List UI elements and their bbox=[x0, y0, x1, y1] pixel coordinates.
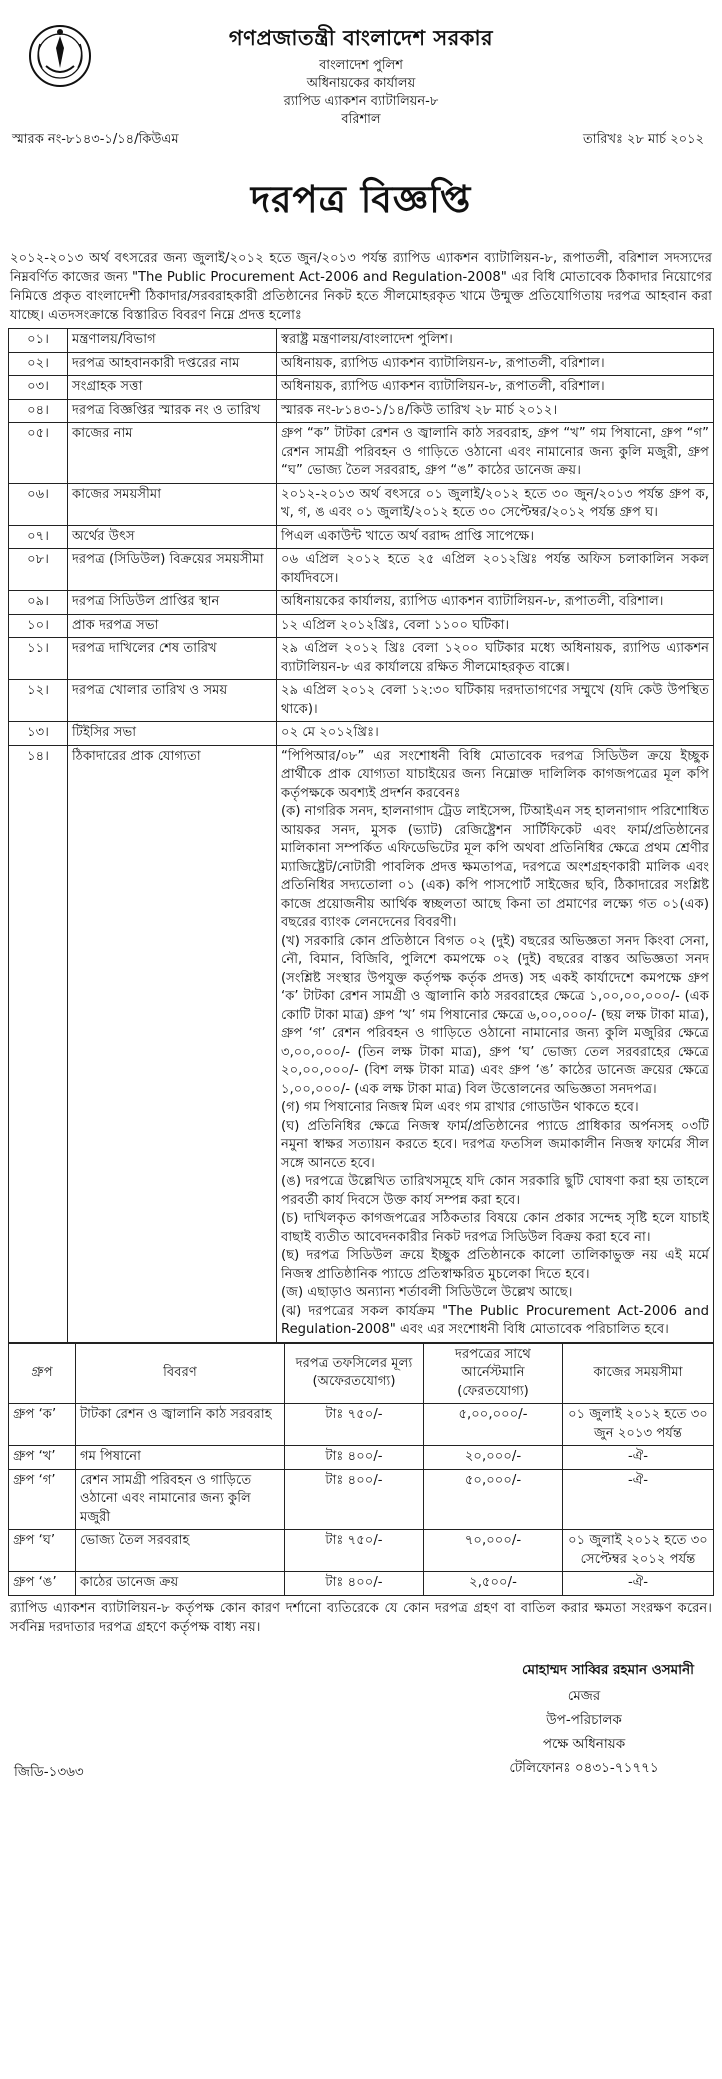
row-value-paragraph: স্মারক নং-৮১৪৩-১/১৪/কিউ তারিখ ২৮ মার্চ ২০১২। bbox=[281, 402, 558, 418]
detail-row bbox=[9, 722, 714, 746]
detail-row bbox=[9, 614, 714, 638]
row-number: ১৩। bbox=[9, 722, 68, 746]
group-cell: ৫০,০০০/- bbox=[424, 1469, 563, 1530]
group-table-header bbox=[9, 1343, 714, 1404]
row-value bbox=[277, 680, 714, 722]
row-value-paragraph: (গ) গম পিষানোর নিজস্ব মিল এবং গম রাখার গোডাউন থাকতে হবে। bbox=[281, 1100, 639, 1115]
government-title: গণপ্রজাতন্ত্রী বাংলাদেশ সরকার bbox=[228, 26, 494, 50]
group-cell: টাঃ ৭৫০/- bbox=[285, 1404, 424, 1446]
row-value-paragraph: ১২ এপ্রিল ২০১২খ্রিঃ, বেলা ১১০০ ঘটিকা। bbox=[281, 617, 510, 633]
row-value-paragraph: ০২ মে ২০১২খ্রিঃ। bbox=[281, 725, 379, 740]
detail-row bbox=[9, 352, 714, 376]
letterhead bbox=[8, 0, 714, 130]
detail-row bbox=[9, 399, 714, 423]
column-header: দরপত্র তফসিলের মূল্য (অফেরতযোগ্য) bbox=[285, 1343, 424, 1404]
row-number: ০৪। bbox=[9, 399, 68, 423]
row-label: দরপত্র আহবানকারী দপ্তরের নাম bbox=[68, 352, 277, 376]
row-label: অর্থের উৎস bbox=[68, 525, 277, 549]
row-value-paragraph: ২৯ এপ্রিল ২০১২ বেলা ১২:৩০ ঘটিকায় দরদাতাগণের সম্মুখে (যদি কেউ উপস্থিত থাকে)। bbox=[281, 683, 709, 717]
memo-row bbox=[8, 130, 714, 152]
row-value bbox=[277, 329, 714, 353]
row-value bbox=[277, 591, 714, 615]
group-cell: গ্রুপ ‘ঙ’ bbox=[9, 1572, 76, 1596]
column-header: দরপত্রের সাথে আর্নেস্টমানি (ফেরতযোগ্য) bbox=[424, 1343, 563, 1404]
group-cell: ০১ জুলাই ২০১২ হতে ৩০ সেপ্টেম্বর ২০১২ পর্যন্ত bbox=[563, 1530, 714, 1572]
group-cell: কাঠের ডানেজ ক্রয় bbox=[76, 1572, 285, 1596]
detail-row bbox=[9, 638, 714, 680]
row-value-paragraph: গ্রুপ “ক” টাটকা রেশন ও জ্বালানি কাঠ সরবরাহ, গ্রুপ “খ” গম পিষানো, গ্রুপ “গ” রেশন সামগ্রী পরিবহন ও গাড়িতে ওঠানো এবং নামানোর জন্য কুলি মজুরী, গ্রুপ “ঘ” ভোজ্য তৈল সরবরাহ, গ্রুপ “ঙ” কাঠের ডানেজ ক্রয়। bbox=[281, 426, 709, 478]
row-value-paragraph: (ঘ) প্রতিনিধির ক্ষেত্রে নিজস্ব ফার্ম/প্রতিষ্ঠানের প্যাডে প্রাধিকার অর্পনসহ ০৩টি নমুনা স্বাক্ষর সত্যায়ন করতে হবে। দরপত্র ফতসিল জমাকালীন নিজস্ব ফার্মের সীল সঙ্গে আনতে হবে। bbox=[281, 1118, 709, 1171]
signatory-on-behalf: পক্ষে অধিনায়ক bbox=[542, 1735, 626, 1752]
row-number: ০৮। bbox=[9, 549, 68, 591]
row-label: সংগ্রাহক সত্তা bbox=[68, 376, 277, 400]
row-number: ০৫। bbox=[9, 423, 68, 484]
row-label: দরপত্র বিজ্ঞপ্তির স্মারক নং ও তারিখ bbox=[68, 399, 277, 423]
group-cell: টাঃ ৪০০/- bbox=[285, 1469, 424, 1530]
detail-row bbox=[9, 549, 714, 591]
group-cell: টাটকা রেশন ও জ্বালানি কাঠ সরবরাহ bbox=[76, 1404, 285, 1446]
signatory-phone: টেলিফোনঃ ০৪৩১-৭১৭৭১ bbox=[509, 1759, 659, 1776]
detail-row bbox=[9, 591, 714, 615]
detail-row bbox=[9, 329, 714, 353]
row-value-paragraph: অধিনায়ক, র‍্যাপিড এ্যাকশন ব্যাটালিয়ন-৮, রূপাতলী, বরিশাল। bbox=[281, 355, 605, 371]
group-cell: টাঃ ৪০০/- bbox=[285, 1446, 424, 1470]
header-line: বরিশাল bbox=[341, 112, 381, 127]
group-cell: গ্রুপ ‘ক’ bbox=[9, 1404, 76, 1446]
row-value-paragraph: (ঙ) দরপত্রে উল্লেখিত তারিখসমূহে যদি কোন সরকারি ছুটি ঘোষণা করা হয় তাহলে পরবর্তী কার্য দিবসে উক্ত কার্য সম্পন্ন করা হবে। bbox=[281, 1174, 709, 1208]
row-label: টিইসির সভা bbox=[68, 722, 277, 746]
group-row bbox=[9, 1446, 714, 1470]
row-number: ০২। bbox=[9, 352, 68, 376]
group-row bbox=[9, 1572, 714, 1596]
row-value bbox=[277, 376, 714, 400]
group-cell: ২০,০০০/- bbox=[424, 1446, 563, 1470]
group-cell: ০১ জুলাই ২০১২ হতে ৩০ জুন ২০১৩ পর্যন্ত bbox=[563, 1404, 714, 1446]
row-label: দরপত্র সিডিউল প্রাপ্তির স্থান bbox=[68, 591, 277, 615]
row-label: প্রাক দরপত্র সভা bbox=[68, 614, 277, 638]
tender-notice-page bbox=[8, 0, 714, 2079]
signatory-name: মোহাম্মদ সাব্বির রহমান ওসমানী bbox=[522, 1661, 694, 1678]
dg-number: জিডি-১৩৬৩ bbox=[14, 1763, 84, 1780]
header-line: র‍্যাপিড এ্যাকশন ব্যাটালিয়ন-৮ bbox=[283, 94, 439, 109]
row-value-paragraph: (চ) দাখিলকৃত কাগজপত্রের সঠিকতার বিষয়ে কোন প্রকার সন্দেহ সৃষ্টি হলে যাচাই বাছাই ব্যতীত আবেদনকারীর নিকট দরপত্র সিডিউল বিক্রয় করা হবে না। bbox=[281, 1211, 709, 1245]
detail-row bbox=[9, 525, 714, 549]
detail-row bbox=[9, 745, 714, 1342]
detail-row bbox=[9, 680, 714, 722]
row-number: ০৬। bbox=[9, 483, 68, 525]
row-label: কাজের সময়সীমা bbox=[68, 483, 277, 525]
column-header: গ্রুপ bbox=[9, 1343, 76, 1404]
header-line: অধিনায়কের কার্যালয় bbox=[306, 76, 416, 91]
row-number: ০৩। bbox=[9, 376, 68, 400]
row-value-paragraph: “পিপিআর/০৮” এর সংশোধনী বিধি মোতাবেক দরপত্র সিডিউল ক্রয়ে ইচ্ছুক প্রার্থীকে প্রাক যোগ্যতা যাচাইয়ের জন্য নিম্নোক্ত দালিলিক কাগজপত্রের মূল কপি কর্তৃপক্ষকে অবশ্যই প্রদর্শন করবেনঃ bbox=[281, 748, 709, 801]
row-value-paragraph: (ক) নাগরিক সনদ, হালনাগাদ ট্রেড লাইসেন্স, টিআইএন সহ হালনাগাদ পরিশোধিত আয়কর সনদ, মুসক (ভ্যাট) রেজিষ্ট্রেশন সার্টিফিকেট এবং ফার্ম/প্রতিষ্ঠানের মালিকানা সম্পর্কিত এফিডেভিটের মূল কপি অথবা প্রতিনিধির ক্ষেত্রে প্রথম শ্রেণীর ম্যাজিষ্ট্রেট/নোটারী পাবলিক প্রদত্ত ক্ষমতাপত্র, দরপত্রে অংশগ্রহণকারী মালিক এবং প্রতিনিধির সদ্যতোলা ০১ (এক) কপি পাসপোর্ট সাইজের ছবি, ঠিকাদারের সংশ্লিষ্ট কাজে প্রয়োজনীয় আর্থিক স্বচ্ছলতা আছে কিনা তা প্রমাণের লক্ষ্যে গত ০১(এক) বছরের ব্যাংক লেনদেনের বিবরণী। bbox=[281, 804, 709, 930]
row-value-paragraph: ০৬ এপ্রিল ২০১২ হতে ২৫ এপ্রিল ২০১২খ্রিঃ পর্যন্ত অফিস চলাকালিন সকল কার্যদিবসে। bbox=[281, 552, 709, 586]
group-cell: ৭০,০০০/- bbox=[424, 1530, 563, 1572]
notice-title: দরপত্র বিজ্ঞপ্তি bbox=[250, 178, 472, 221]
signature-block bbox=[8, 1637, 714, 1827]
group-cell: -ঐ- bbox=[563, 1572, 714, 1596]
row-value bbox=[277, 549, 714, 591]
row-value-paragraph: (জ) এছাড়াও অন্যান্য শর্তাবলী সিডিউলে উল্লেখ আছে। bbox=[281, 1285, 573, 1300]
row-value-paragraph: (ছ) দরপত্র সিডিউল ক্রয়ে ইচ্ছুক প্রতিষ্ঠানকে কালো তালিকাভুক্ত নয় এই মর্মে নিজস্ব প্রাতিষ্ঠানিক প্যাডে প্রতিস্বাক্ষরিত মুচলেকা দিতে হবে। bbox=[281, 1248, 709, 1282]
row-number: ০৯। bbox=[9, 591, 68, 615]
row-number: ০১। bbox=[9, 329, 68, 353]
column-header: কাজের সময়সীমা bbox=[563, 1343, 714, 1404]
group-cell: টাঃ ৪০০/- bbox=[285, 1572, 424, 1596]
group-cell: -ঐ- bbox=[563, 1469, 714, 1530]
group-cell: ভোজ্য তৈল সরবরাহ bbox=[76, 1530, 285, 1572]
row-value bbox=[277, 722, 714, 746]
group-cell: ২,৫০০/- bbox=[424, 1572, 563, 1596]
reservation-note: র‍্যাপিড এ্যাকশন ব্যাটালিয়ন-৮ কর্তৃপক্ষ কোন কারণ দর্শানো ব্যতিরেকে যে কোন দরপত্র গ্রহণ বা বাতিল করার ক্ষমতা সংরক্ষণ করেন। সর্বনিম্ন দরদাতার দরপত্র গ্রহণে কর্তৃপক্ষ বাধ্য নয়। bbox=[10, 1600, 712, 1635]
row-value bbox=[277, 423, 714, 484]
group-cell: গ্রুপ ‘খ’ bbox=[9, 1446, 76, 1470]
row-value bbox=[277, 745, 714, 1342]
group-cell: টাঃ ৭৫০/- bbox=[285, 1530, 424, 1572]
memo-date: তারিখঃ ২৮ মার্চ ২০১২ bbox=[583, 132, 704, 147]
row-value bbox=[277, 614, 714, 638]
row-value bbox=[277, 352, 714, 376]
row-label: দরপত্র (সিডিউল) বিক্রয়ের সময়সীমা bbox=[68, 549, 277, 591]
row-label: ঠিকাদারের প্রাক যোগ্যতা bbox=[68, 745, 277, 1342]
group-cell: গ্রুপ ‘গ’ bbox=[9, 1469, 76, 1530]
detail-row bbox=[9, 423, 714, 484]
row-label: দরপত্র খোলার তারিখ ও সময় bbox=[68, 680, 277, 722]
group-row bbox=[9, 1530, 714, 1572]
group-row bbox=[9, 1469, 714, 1530]
detail-row bbox=[9, 483, 714, 525]
group-row bbox=[9, 1404, 714, 1446]
column-header: বিবরণ bbox=[76, 1343, 285, 1404]
row-value-paragraph: (ঝ) দরপত্রের সকল কার্যক্রম "The Public Procurement Act-2006 and Regulation-2008" এবং এর সংশোধনী বিধি মোতাবেক পরিচালিত হবে। bbox=[281, 1303, 709, 1337]
signatory-designation: উপ-পরিচালক bbox=[546, 1711, 622, 1728]
intro-paragraph: ২০১২-২০১৩ অর্থ বৎসরের জন্য জুলাই/২০১২ হতে জুন/২০১৩ পর্যন্ত র‍্যাপিড এ্যাকশন ব্যাটালিয়ন-৮, রূপাতলী, বরিশাল সদস্যদের নিম্নবর্ণিত কাজের জন্য "The Public Procurement Act-2006 and Regulation-2008" এর বিধি মোতাবেক ঠিকাদার নিয়োগের নিমিত্তে প্রকৃত বাংলাদেশী ঠিকাদার/সরবরাহকারী প্রতিষ্ঠানের নিকট হতে সীলমোহরকৃত খামে উন্মুক্ত প্রতিযোগিতায় দরপত্র আহবান করা যাচ্ছে। এতদসংক্রান্তে বিস্তারিত বিবরণ নিম্নে প্রদত্ত হলোঃ bbox=[10, 251, 712, 323]
tender-details-table bbox=[8, 328, 714, 1343]
signatory-rank: মেজর bbox=[567, 1687, 601, 1704]
row-value-paragraph: পিএল একাউন্ট খাতে অর্থ বরাদ্দ প্রাপ্তি সাপেক্ষে। bbox=[281, 528, 535, 544]
row-number: ১০। bbox=[9, 614, 68, 638]
detail-row bbox=[9, 376, 714, 400]
row-value bbox=[277, 525, 714, 549]
group-cell: ৫,০০,০০০/- bbox=[424, 1404, 563, 1446]
row-value-paragraph: ২৯ এপ্রিল ২০১২ খ্রিঃ বেলা ১২০০ ঘটিকার মধ্যে অধিনায়ক, র‍্যাপিড এ্যাকশন ব্যাটালিয়ন-৮ এর কার্যালয়ে রক্ষিত সীলমোহরকৃত বাক্সে। bbox=[281, 641, 709, 675]
group-cell: রেশন সামগ্রী পরিবহন ও গাড়িতে ওঠানো এবং নামানোর জন্য কুলি মজুরী bbox=[76, 1469, 285, 1530]
row-label: কাজের নাম bbox=[68, 423, 277, 484]
group-table bbox=[8, 1343, 714, 1596]
group-cell: -ঐ- bbox=[563, 1446, 714, 1470]
row-value bbox=[277, 638, 714, 680]
group-cell: গ্রুপ ‘ঘ’ bbox=[9, 1530, 76, 1572]
row-value-paragraph: (খ) সরকারি কোন প্রতিষ্ঠানে বিগত ০২ (দুই) বছরের অভিজ্ঞতা সনদ কিংবা সেনা, নৌ, বিমান, বিজিবি, পুলিশে কমপক্ষে ০২ (দুই) বছরের বাস্তব অভিজ্ঞতা সনদ (সংশ্লিষ্ট সংস্থার উপযুক্ত কর্তৃপক্ষ কর্তৃক প্রদত্ত) সহ একই কার্যাদেশে কমপক্ষে গ্রুপ ‘ক’ টাটকা রেশন সামগ্রী ও জ্বালানি কাঠ সরবরাহের ক্ষেত্রে ১,০০,০০,০০০/- (এক কোটি টাকা মাত্র) গ্রুপ ‘খ’ গম পিষানোর ক্ষেত্রে ৬,০০,০০০/- (ছয় লক্ষ টাকা মাত্র), গ্রুপ ‘গ’ রেশন পরিবহন ও গাড়িতে ওঠানো নামানোর জন্য কুলি মজুরির ক্ষেত্রে ৩,০০,০০০/- (তিন লক্ষ টাকা মাত্র), গ্রুপ ‘ঘ’ ভোজ্য তেল সরবরাহের ক্ষেত্রে ২০,০০,০০০/- (বিশ লক্ষ টাকা মাত্র) এবং গ্রুপ ‘ঙ’ কাঠের ডানেজ ক্রয়ের ক্ষেত্রে ১,০০,০০০/- (এক লক্ষ টাকা মাত্র) বিল উত্তোলনের অভিজ্ঞতা সনদপত্র। bbox=[281, 933, 709, 1097]
row-number: ১১। bbox=[9, 638, 68, 680]
row-number: ০৭। bbox=[9, 525, 68, 549]
row-value bbox=[277, 483, 714, 525]
row-value-paragraph: অধিনায়ক, র‍্যাপিড এ্যাকশন ব্যাটালিয়ন-৮, রূপাতলী, বরিশাল। bbox=[281, 379, 605, 394]
row-value bbox=[277, 399, 714, 423]
row-value-paragraph: অধিনায়কের কার্যালয়, র‍্যাপিড এ্যাকশন ব্যাটালিয়ন-৮, রূপাতলী, বরিশাল। bbox=[281, 594, 664, 609]
row-number: ১২। bbox=[9, 680, 68, 722]
memo-number: স্মারক নং-৮১৪৩-১/১৪/কিউএম bbox=[12, 132, 179, 147]
group-cell: গম পিষানো bbox=[76, 1446, 285, 1470]
row-label: মন্ত্রণালয়/বিভাগ bbox=[68, 329, 277, 353]
row-number: ১৪। bbox=[9, 745, 68, 1342]
row-label: দরপত্র দাখিলের শেষ তারিখ bbox=[68, 638, 277, 680]
row-value-paragraph: স্বরাষ্ট্র মন্ত্রণালয়/বাংলাদেশ পুলিশ। bbox=[281, 332, 453, 347]
header-line: বাংলাদেশ পুলিশ bbox=[319, 58, 403, 73]
row-value-paragraph: ২০১২-২০১৩ অর্থ বৎসরে ০১ জুলাই/২০১২ হতে ৩০ জুন/২০১৩ পর্যন্ত গ্রুপ ক, খ, গ, ঙ এবং ০১ জুলাই/২০১২ হতে ৩০ সেপ্টেম্বর/২০১২ পর্যন্ত গ্রুপ ঘ। bbox=[281, 486, 709, 520]
